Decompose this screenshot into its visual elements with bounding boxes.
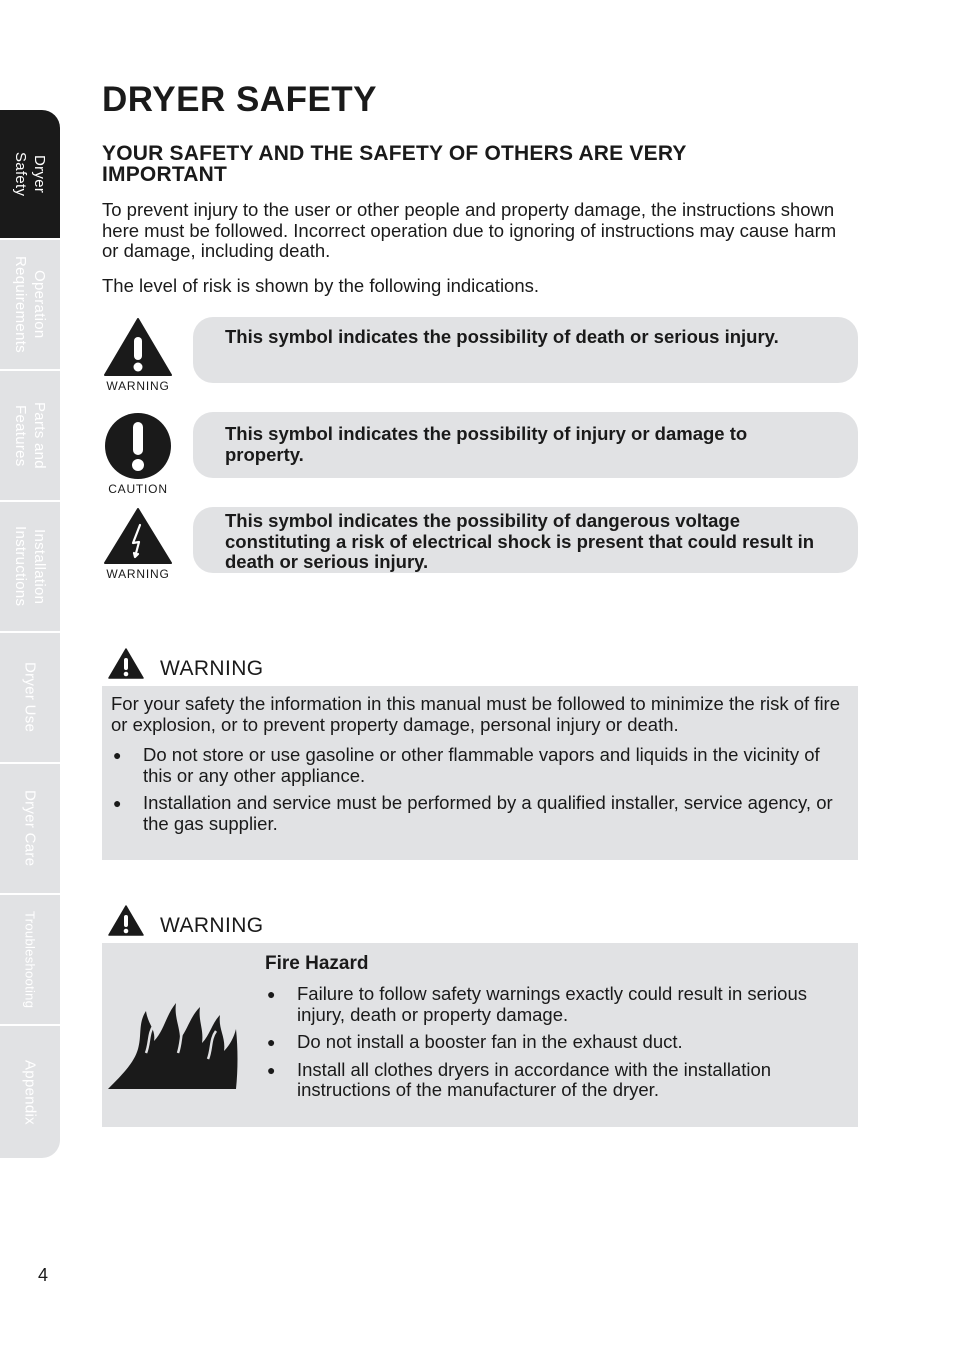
warning-label: WARNING (160, 657, 264, 680)
fire-hazard-bullet-list (265, 984, 845, 1101)
risk-level-text: The level of risk is shown by the following indications. (102, 275, 540, 296)
tab-dryer-use[interactable] (0, 633, 60, 764)
tab-parts-and-features[interactable] (0, 371, 60, 502)
electric-shock-icon (103, 507, 173, 565)
fire-icon (108, 993, 240, 1091)
caution-circle-icon (103, 412, 173, 480)
tab-dryer-care[interactable] (0, 764, 60, 895)
tab-label: Dryer Safety (12, 151, 48, 197)
warning-text: For your safety the information in this manual must be followed to minimize the risk of fire or explosion, or to prevent property damage, personal injury or death. (111, 693, 840, 735)
symbol-icon-block (102, 317, 174, 393)
intro-paragraph: To prevent injury to the user or other people and property damage, the instructions shown here must be followed. Incorrect operation due to ignoring of instructions may cause harm or damage, including death. (102, 199, 837, 261)
section-subtitle: YOUR SAFETY AND THE SAFETY OF OTHERS ARE VERY IMPORTANT (102, 142, 687, 186)
tab-label: Appendix (21, 1059, 39, 1125)
tab-dryer-safety[interactable] (0, 110, 60, 240)
symbol-row-warning (102, 317, 858, 392)
list-item: ● Do not install a booster fan in the exhaust duct. (265, 1032, 845, 1053)
symbol-row-caution (102, 412, 858, 497)
tab-label: Dryer Use (21, 662, 39, 733)
symbol-row-electric (102, 507, 858, 587)
tab-installation-instructions[interactable] (0, 502, 60, 633)
tab-label: Installation Instructions (12, 526, 48, 607)
list-item: ● Install all clothes dryers in accordance with the installation instructions of the manufacturer of the dryer. (265, 1060, 845, 1101)
warning-heading (108, 648, 264, 679)
tab-troubleshooting[interactable] (0, 895, 60, 1026)
symbol-icon-block (102, 507, 174, 581)
warning-panel (102, 686, 858, 860)
warning-bullet-list (111, 745, 848, 834)
tab-label: Operation Requirements (12, 256, 48, 353)
symbol-caption: WARNING (106, 379, 170, 393)
page-number: 4 (38, 1265, 49, 1285)
tab-label: Parts and Features (12, 402, 48, 469)
warning-heading (108, 905, 264, 936)
tab-appendix[interactable] (0, 1026, 60, 1158)
warning-triangle-icon (108, 905, 144, 936)
tab-operation-requirements[interactable] (0, 240, 60, 371)
symbol-icon-block (102, 412, 174, 496)
list-item: ● Installation and service must be performed by a qualified installer, service agency, or the gas supplier. (111, 793, 848, 834)
symbol-caption: CAUTION (108, 482, 168, 496)
warning-label: WARNING (160, 914, 264, 937)
warning-triangle-icon (108, 648, 144, 679)
warning-triangle-icon (103, 317, 173, 377)
symbol-description: This symbol indicates the possibility of dangerous voltage constituting a risk of electrical shock is present that could result in death or serious injury. (193, 507, 858, 573)
fire-hazard-title: Fire Hazard (265, 953, 369, 974)
list-item: ● Do not store or use gasoline or other flammable vapors and liquids in the vicinity of this or any other appliance. (111, 745, 848, 786)
tab-label: Dryer Care (21, 790, 39, 867)
fire-hazard-panel (102, 943, 858, 1127)
symbol-caption: WARNING (106, 567, 170, 581)
symbol-description: This symbol indicates the possibility of death or serious injury. (193, 317, 858, 383)
page-title: DRYER SAFETY (102, 80, 378, 119)
tab-label: Troubleshooting (22, 910, 38, 1009)
fire-hazard-content (265, 953, 845, 1108)
section-tabs (0, 110, 60, 1158)
symbol-description: This symbol indicates the possibility of injury or damage to property. (193, 412, 858, 478)
list-item: ● Failure to follow safety warnings exactly could result in serious injury, death or property damage. (265, 984, 845, 1025)
